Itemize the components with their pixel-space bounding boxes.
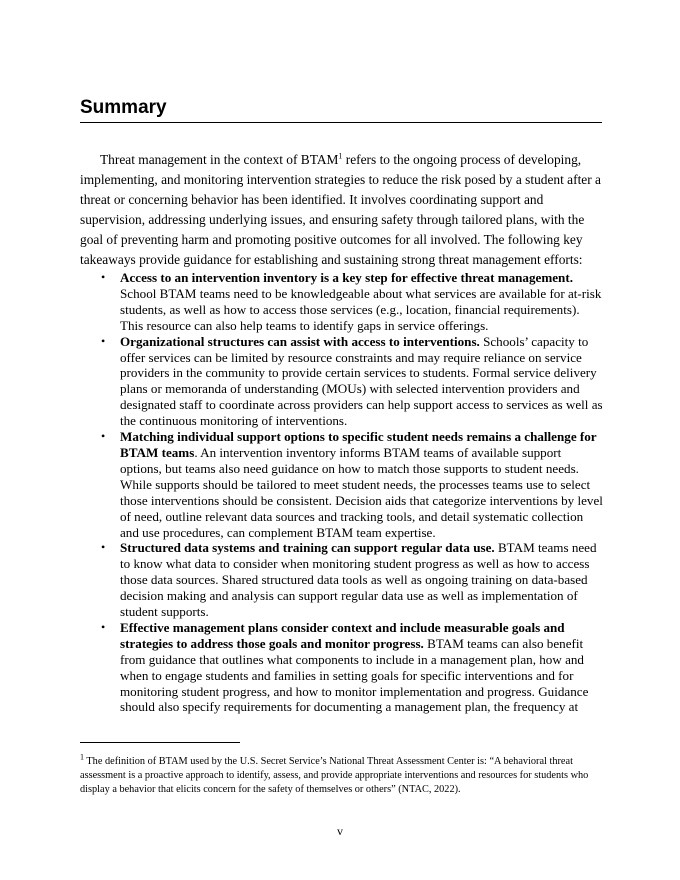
list-item [101, 429, 603, 540]
footnote [80, 752, 602, 797]
list-item-text: . An intervention inventory informs BTAM teams of available support options, but teams also need guidance on how to match those supports to student needs. While supports should be tailored to meet student needs, the processes teams use to select those interventions should be consistent. Decision aids that categorize interventions by level of need, outline relevant data sources and tracking tools, and detail systematic collection and use procedures, can complement BTAM team expertise. [120, 444, 603, 540]
list-item-text: Schools’ capacity to offer services can be limited by resource constraints and may require reliance on service providers in the community to provide certain services to students. Formal service delivery plans or memoranda of understanding (MOUs) with selected intervention providers and designated staff to coordinate across providers can help support access to services as well as the continuous monitoring of interventions. [120, 333, 603, 429]
page-heading: Summary [80, 96, 602, 123]
bullet-icon: • [101, 429, 106, 444]
page-number: v [337, 824, 343, 838]
list-item-heading: Structured data systems and training can support regular data use. [120, 540, 495, 556]
bullet-icon: • [101, 619, 106, 634]
list-item-heading: Matching individual support options to specific student needs remains a challenge for BTAM teams [120, 429, 597, 460]
list-item-text: BTAM teams need to know what data to consider when monitoring student progress as well as how to access those data sources. Shared structured data tools as well as ongoing training on data-based decision making and analysis can support regular data use as well as implementation of student supports. [120, 540, 597, 620]
list-item [101, 619, 603, 715]
list-item-heading: Effective management plans consider context and include measurable goals and strategies to address those goals and monitor progress. [120, 619, 565, 651]
list-item-heading: Organizational structures can assist with access to interventions. [120, 333, 480, 349]
intro-paragraph [80, 150, 606, 270]
footnote-text: The definition of BTAM used by the U.S. Secret Service’s National Threat Assessment Center is: “A behavioral threat assessment is a proactive approach to identify, assess, and provide appropriate interventions and resources for students who display a behavior that elicits concern for the safety of themselves or others” (NTAC, 2022). [80, 756, 589, 795]
list-item-text: School BTAM teams need to be knowledgeable about what services are available for at-risk students, as well as how to access those services (e.g., location, financial requirements). This resource can also help teams to identify gaps in service offerings. [120, 285, 602, 333]
key-takeaways-list [101, 270, 603, 715]
list-item [101, 270, 603, 334]
list-item [101, 540, 603, 620]
intro-text-start: Threat management in the context of BTAM [100, 152, 339, 167]
footnote-divider [80, 742, 240, 743]
bullet-icon: • [101, 333, 106, 348]
list-item-text: BTAM teams can also benefit from guidance that outlines what components to include in a management plan, how and when to engage students and families in setting goals for specific interventions and for monitoring student progress, and how to monitor implementation and progress. Guidance should also specify requirements for documenting a management plan, the frequency at [120, 635, 589, 715]
bullet-icon: • [101, 540, 106, 555]
list-item-heading: Access to an intervention inventory is a key step for effective threat management. [120, 270, 573, 285]
footnote-marker: 1 [80, 752, 84, 762]
intro-text-rest: refers to the ongoing process of developing, implementing, and monitoring intervention strategies to reduce the risk posed by a student after a threat or concerning behavior has been identified. It involves coordinating support and supervision, addressing underlying issues, and ensuring safety through tailored plans, with the goal of preventing harm and promoting positive outcomes for all involved. The following key takeaways provide guidance for establishing and sustaining strong threat management efforts: [80, 152, 601, 267]
footnote-reference[interactable]: 1 [338, 151, 343, 161]
bullet-icon: • [101, 270, 106, 284]
list-item [101, 333, 603, 429]
